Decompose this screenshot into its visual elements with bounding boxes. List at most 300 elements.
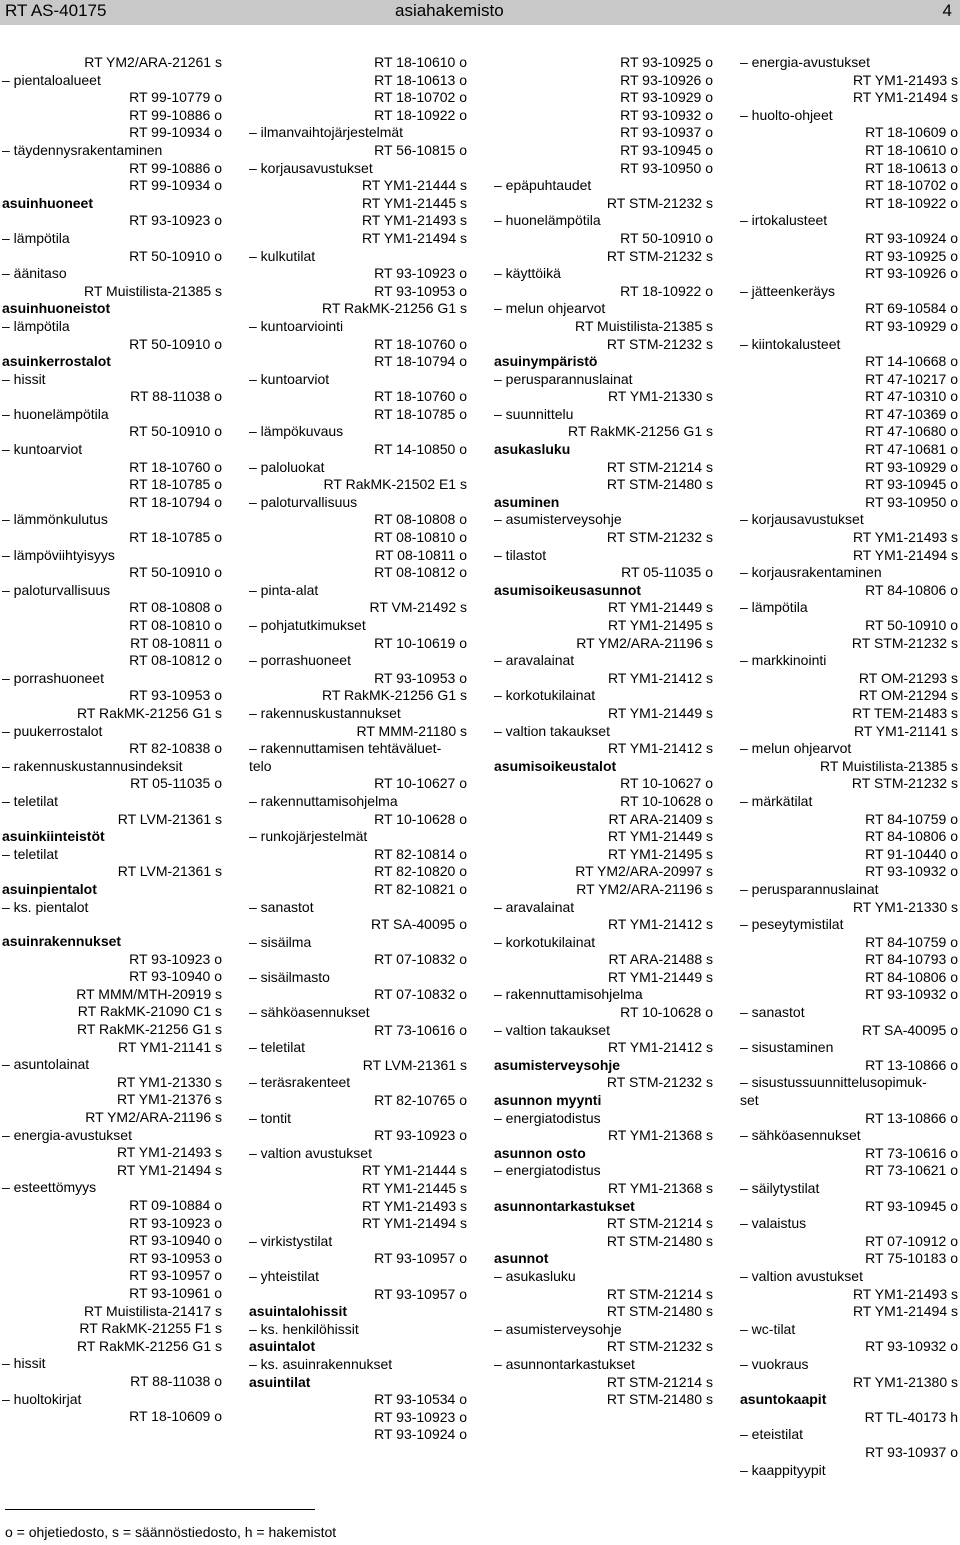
reference-code: RT 84-10806 o — [865, 828, 958, 845]
reference-code: RT 50-10910 o — [865, 617, 958, 633]
reference-code: RT TEM-21483 s — [852, 704, 958, 721]
index-subterm: – paloturvallisuus — [249, 493, 358, 510]
index-subterm: – sanastot — [740, 1004, 805, 1021]
reference-code: RT YM1-21493 s — [361, 1197, 467, 1214]
page-title: asiahakemisto — [395, 1, 504, 20]
reference-code: RT 18-10922 o — [620, 282, 713, 299]
reference-code: RT ARA-21409 s — [608, 810, 713, 827]
index-subterm: – märkätilat — [740, 792, 813, 809]
reference-code: RT SA-40095 o — [862, 1021, 958, 1038]
index-subterm: – aravalainat — [494, 898, 575, 915]
index-subterm: – yhteistilat — [249, 1267, 320, 1284]
index-heading: asuinpientalot — [2, 880, 97, 897]
reference-code: RT MMM-21180 s — [356, 722, 467, 739]
reference-code: RT 84-10806 o — [865, 968, 958, 985]
reference-code: RT 93-10937 o — [620, 124, 713, 141]
index-heading: asuinhuoneistot — [2, 300, 111, 317]
reference-code: RT 56-10815 o — [374, 141, 467, 158]
reference-code: RT 93-10945 o — [865, 476, 958, 493]
reference-code: RT 84-10759 o — [865, 810, 958, 827]
reference-code: RT 73-10621 o — [865, 1162, 958, 1179]
index-subterm: – kuntoarviointi — [249, 317, 344, 334]
reference-code: RT 47-10681 o — [865, 441, 958, 458]
reference-code: RT 93-10925 o — [620, 54, 713, 70]
index-subterm: – paloluokat — [249, 458, 325, 475]
reference-code: RT 93-10932 o — [865, 863, 958, 880]
index-heading: asuinkerrostalot — [2, 353, 111, 370]
reference-code: RT 10-10628 o — [620, 1004, 713, 1021]
reference-code: RT YM1-21141 s — [853, 722, 958, 739]
reference-code: RT 93-10924 o — [374, 1426, 467, 1443]
reference-code: RT 75-10183 o — [865, 1250, 958, 1267]
reference-code: RT 93-10957 o — [374, 1250, 467, 1267]
reference-code: RT RakMK-21255 F1 s — [79, 1320, 222, 1337]
index-subterm: – äänitaso — [2, 265, 67, 282]
reference-code: RT 93-10953 o — [374, 669, 467, 686]
reference-code: RT 50-10910 o — [129, 564, 222, 581]
reference-code: RT MMM/MTH-20919 s — [76, 985, 222, 1002]
index-column-1 — [2, 54, 222, 1426]
reference-code: RT 18-10609 o — [865, 124, 958, 141]
index-heading: asukasluku — [494, 441, 571, 458]
index-subterm: – pohjatutkimukset — [249, 617, 366, 633]
index-heading: asumisterveysohje — [494, 1056, 621, 1073]
reference-code: RT 07-10832 o — [374, 986, 467, 1003]
index-subterm: – huolto-ohjeet — [740, 106, 833, 123]
index-subterm: – sähköasennukset — [249, 1004, 370, 1021]
reference-code: RT Muistilista-21385 s — [575, 317, 713, 334]
reference-code: RT 18-10702 o — [374, 89, 467, 106]
reference-code: RT STM-21214 s — [606, 458, 713, 475]
reference-code: RT 10-10619 o — [374, 634, 467, 651]
reference-code: RT 50-10910 o — [129, 247, 222, 264]
reference-code: RT STM-21232 s — [606, 335, 713, 352]
reference-code: RT YM1-21494 s — [116, 1161, 222, 1178]
reference-code: RT 93-10953 o — [129, 687, 222, 704]
reference-code: RT STM-21232 s — [606, 194, 713, 211]
reference-code: RT 82-10838 o — [129, 740, 222, 757]
reference-code: RT YM1-21494 s — [852, 546, 958, 563]
reference-code: RT 47-10217 o — [865, 370, 958, 387]
reference-code: RT LVM-21361 s — [117, 810, 222, 827]
index-subterm: – huonelämpötila — [494, 212, 601, 229]
reference-code: RT Muistilista-21385 s — [84, 282, 222, 299]
reference-code: RT YM2/ARA-21196 s — [576, 634, 713, 651]
reference-code: RT STM-21232 s — [606, 247, 713, 264]
reference-code: RT 47-10310 o — [865, 388, 958, 405]
reference-code: RT 18-10785 o — [374, 405, 467, 422]
reference-code: RT STM-21214 s — [606, 1215, 713, 1232]
reference-code: RT 93-10932 o — [620, 106, 713, 123]
reference-code: RT 93-10923 o — [374, 265, 467, 282]
reference-code: RT 82-10765 o — [374, 1092, 467, 1109]
spacer — [2, 916, 222, 933]
index-subterm: – ks. pientalot — [2, 898, 89, 915]
reference-code: RT YM1-21493 s — [852, 529, 958, 546]
index-heading: asuintalohissit — [249, 1303, 348, 1320]
index-heading: asunnontarkastukset — [494, 1197, 635, 1214]
reference-code: RT YM2/ARA-21261 s — [84, 54, 222, 70]
index-subterm: – virkistystilat — [249, 1232, 333, 1249]
reference-code: RT 18-10760 o — [374, 335, 467, 352]
reference-code: RT 10-10628 o — [620, 792, 713, 809]
index-subterm: – kuntoarviot — [2, 441, 83, 458]
reference-code: RT STM-21232 s — [851, 634, 958, 651]
index-subterm: – sisustaminen — [740, 1039, 834, 1056]
index-subterm: – huoltokirjat — [2, 1390, 82, 1407]
reference-code: RT STM-21480 s — [606, 476, 713, 493]
reference-code: RT YM1-21449 s — [607, 828, 713, 845]
index-subterm: – käyttöikä — [494, 265, 561, 282]
index-subterm: – eteistilat — [740, 1426, 804, 1443]
index-subterm: – sisäilmasto — [249, 968, 330, 985]
index-subterm: telo — [249, 757, 272, 774]
reference-code: RT 18-10785 o — [129, 529, 222, 546]
reference-code: RT 18-10922 o — [865, 194, 958, 211]
index-subterm: – valtion takaukset — [494, 1021, 610, 1038]
reference-code: RT YM1-21493 s — [852, 1285, 958, 1302]
reference-code: RT LVM-21361 s — [362, 1056, 467, 1073]
index-subterm: – korjausavustukset — [249, 159, 373, 176]
index-subterm: – lämpötila — [2, 317, 70, 334]
index-subterm: – puukerrostalot — [2, 722, 103, 739]
index-subterm: – valtion avustukset — [249, 1144, 372, 1161]
reference-code: RT 08-10808 o — [129, 599, 222, 616]
reference-code: RT Muistilista-21417 s — [84, 1302, 222, 1319]
index-subterm: – tontit — [249, 1109, 292, 1126]
reference-code: RT 99-10934 o — [129, 177, 222, 194]
reference-code: RT RakMK-21256 G1 s — [77, 704, 222, 721]
reference-code: RT 99-10886 o — [129, 106, 222, 123]
reference-code: RT 93-10953 o — [129, 1249, 222, 1266]
index-heading: asumisoikeustalot — [494, 757, 617, 774]
reference-code: RT 50-10910 o — [620, 229, 713, 246]
index-subterm: – asukasluku — [494, 1267, 576, 1284]
reference-code: RT YM1-21412 s — [607, 669, 713, 686]
index-subterm: – asumisterveysohje — [494, 1320, 622, 1337]
reference-code: RT 82-10821 o — [374, 880, 467, 897]
index-heading: asunnot — [494, 1250, 549, 1267]
index-subterm: – ks. henkilöhissit — [249, 1320, 359, 1337]
reference-code: RT 10-10627 o — [374, 775, 467, 792]
reference-code: RT STM-21232 s — [851, 775, 958, 792]
reference-code: RT 47-10369 o — [865, 405, 958, 422]
index-subterm: – jätteenkeräys — [740, 282, 835, 299]
reference-code: RT 93-10940 o — [129, 968, 222, 985]
index-heading: asunnon osto — [494, 1144, 586, 1161]
index-subterm: – valaistus — [740, 1215, 807, 1232]
reference-code: RT YM1-21495 s — [607, 845, 713, 862]
index-subterm: – irtokalusteet — [740, 212, 828, 229]
index-subterm: – sisustussuunnittelusopimuk- — [740, 1074, 927, 1091]
reference-code: RT 84-10806 o — [865, 581, 958, 598]
reference-code: RT 07-10832 o — [374, 951, 467, 968]
reference-code: RT YM1-21376 s — [116, 1091, 222, 1108]
reference-code: RT YM1-21444 s — [361, 1162, 467, 1179]
index-subterm: – hissit — [2, 1355, 46, 1372]
index-subterm: – valtion avustukset — [740, 1267, 863, 1284]
reference-code: RT 18-10613 o — [865, 159, 958, 176]
index-subterm: – korjausrakentaminen — [740, 564, 882, 581]
index-subterm: set — [740, 1092, 759, 1109]
reference-code: RT 93-10923 o — [129, 950, 222, 967]
index-subterm: – melun ohjearvot — [494, 300, 606, 317]
reference-code: RT YM1-21494 s — [361, 229, 467, 246]
reference-code: RT 08-10811 o — [130, 634, 222, 651]
reference-code: RT YM1-21445 s — [361, 1180, 467, 1196]
reference-code: RT 93-10923 o — [129, 212, 222, 229]
reference-code: RT OM-21293 s — [858, 669, 958, 686]
index-subterm: – energia-avustukset — [2, 1126, 132, 1143]
reference-code: RT YM1-21380 s — [852, 1373, 958, 1390]
index-heading: asuinrakennukset — [2, 933, 122, 950]
reference-code: RT LVM-21361 s — [117, 863, 222, 880]
reference-code: RT 47-10680 o — [865, 423, 958, 440]
reference-code: RT YM1-21412 s — [607, 916, 713, 933]
index-subterm: – hissit — [2, 370, 46, 387]
reference-code: RT TL-40173 h — [864, 1408, 958, 1425]
page-header — [0, 0, 960, 25]
reference-code: RT 18-10760 o — [129, 458, 222, 475]
reference-code: RT 84-10793 o — [865, 951, 958, 968]
index-subterm: – kaappityypit — [740, 1461, 826, 1478]
reference-code: RT RakMK-21256 G1 s — [77, 1337, 222, 1354]
index-heading: asuinkiinteistöt — [2, 828, 105, 845]
reference-code: RT 93-10950 o — [865, 493, 958, 510]
index-subterm: – teletilat — [2, 845, 59, 862]
index-subterm: – pientaloalueet — [2, 71, 101, 88]
index-subterm: – energiatodistus — [494, 1109, 601, 1126]
reference-code: RT 99-10886 o — [129, 159, 222, 176]
reference-code: RT YM1-21449 s — [607, 599, 713, 616]
index-subterm: – runkojärjestelmät — [249, 828, 368, 845]
reference-code: RT YM1-21141 s — [117, 1038, 222, 1055]
index-subterm: – paloturvallisuus — [2, 581, 111, 598]
reference-code: RT 84-10759 o — [865, 933, 958, 950]
reference-code: RT 93-10950 o — [620, 159, 713, 176]
reference-code: RT 93-10961 o — [129, 1284, 222, 1301]
index-subterm: – lämpötila — [740, 599, 808, 616]
index-subterm: – asuntolainat — [2, 1056, 90, 1073]
reference-code: RT 14-10850 o — [374, 441, 467, 458]
reference-code: RT 08-10810 o — [129, 617, 222, 633]
index-subterm: – asunnontarkastukset — [494, 1355, 635, 1372]
reference-code: RT 08-10812 o — [129, 652, 222, 669]
index-heading: asuminen — [494, 493, 560, 510]
reference-code: RT 18-10760 o — [374, 388, 467, 405]
reference-code: RT 93-10923 o — [374, 1408, 467, 1425]
footnote-rule — [5, 1509, 315, 1510]
index-subterm: – korjausavustukset — [740, 511, 864, 528]
index-subterm: – lämpötila — [2, 229, 70, 246]
reference-code: RT 18-10794 o — [129, 493, 222, 510]
reference-code: RT OM-21294 s — [858, 687, 958, 704]
reference-code: RT 18-10613 o — [374, 71, 467, 88]
index-subterm: – asumisterveysohje — [494, 511, 622, 528]
reference-code: RT 18-10702 o — [865, 177, 958, 194]
reference-code: RT 88-11038 o — [130, 388, 222, 405]
reference-code: RT YM1-21445 s — [361, 194, 467, 211]
index-subterm: – suunnittelu — [494, 405, 574, 422]
index-subterm: – huonelämpötila — [2, 405, 109, 422]
index-subterm: – esteettömyys — [2, 1179, 97, 1196]
reference-code: RT VM-21492 s — [369, 599, 467, 616]
reference-code: RT 93-10932 o — [865, 986, 958, 1003]
reference-code: RT 93-10926 o — [620, 71, 713, 88]
reference-code: RT YM1-21494 s — [361, 1215, 467, 1232]
reference-code: RT YM2/ARA-20997 s — [575, 863, 713, 880]
index-subterm: – kiintokalusteet — [740, 335, 841, 352]
index-subterm: – pinta-alat — [249, 581, 319, 598]
index-column-3 — [494, 54, 713, 1409]
index-subterm: – markkinointi — [740, 652, 827, 669]
index-subterm: – perusparannuslainat — [740, 880, 879, 897]
index-subterm: – porrashuoneet — [2, 669, 104, 686]
reference-code: RT 50-10910 o — [129, 423, 222, 440]
index-subterm: – ks. asuinrakennukset — [249, 1355, 393, 1372]
index-subterm: – rakennuttamisohjelma — [494, 986, 643, 1003]
reference-code: RT 88-11038 o — [130, 1372, 222, 1389]
index-subterm: – rakennuttamisen tehtäväluet- — [249, 740, 442, 757]
index-heading: asuinympäristö — [494, 353, 598, 370]
reference-code: RT 93-10945 o — [865, 1197, 958, 1214]
reference-code: RT 18-10785 o — [129, 476, 222, 493]
reference-code: RT 73-10616 o — [374, 1021, 467, 1038]
reference-code: RT STM-21214 s — [606, 1285, 713, 1302]
reference-code: RT STM-21214 s — [606, 1373, 713, 1390]
reference-code: RT YM1-21368 s — [607, 1127, 713, 1144]
reference-code: RT 82-10814 o — [374, 845, 467, 862]
reference-code: RT 73-10616 o — [865, 1144, 958, 1161]
reference-code: RT RakMK-21090 C1 s — [77, 1003, 222, 1020]
reference-code: RT YM1-21330 s — [852, 898, 958, 915]
reference-code: RT 91-10440 o — [865, 845, 958, 862]
index-subterm: – täydennysrakentaminen — [2, 141, 163, 158]
reference-code: RT 10-10627 o — [620, 775, 713, 792]
reference-code: RT RakMK-21256 G1 s — [322, 300, 467, 317]
reference-code: RT 93-10923 o — [374, 1127, 467, 1144]
index-subterm: – sanastot — [249, 898, 314, 915]
reference-code: RT YM1-21494 s — [852, 89, 958, 106]
reference-code: RT 08-10808 o — [374, 511, 467, 528]
index-subterm: – energiatodistus — [494, 1162, 601, 1179]
index-subterm: – porrashuoneet — [249, 652, 351, 669]
index-subterm: – rakennuttamisohjelma — [249, 792, 398, 809]
page-number: 4 — [942, 1, 952, 20]
index-subterm: – tilastot — [494, 546, 547, 563]
reference-code: RT 09-10884 o — [129, 1197, 222, 1213]
reference-code: RT 13-10866 o — [865, 1056, 958, 1073]
reference-code: RT STM-21232 s — [606, 1074, 713, 1091]
reference-code: RT 07-10912 o — [865, 1232, 958, 1249]
reference-code: RT 18-10610 o — [865, 141, 958, 158]
index-subterm: – melun ohjearvot — [740, 740, 852, 757]
reference-code: RT YM1-21449 s — [607, 704, 713, 721]
index-subterm: – energia-avustukset — [740, 54, 870, 70]
index-subterm: – teräsrakenteet — [249, 1074, 351, 1091]
index-subterm: – lämmönkulutus — [2, 511, 108, 528]
reference-code: RT 93-10937 o — [865, 1443, 958, 1460]
reference-code: RT RakMK-21256 G1 s — [322, 687, 467, 704]
index-column-4 — [740, 54, 958, 1479]
reference-code: RT 93-10924 o — [865, 229, 958, 246]
index-subterm: – perusparannuslainat — [494, 370, 633, 387]
reference-code: RT 08-10812 o — [374, 564, 467, 581]
index-subterm: – korkotukilainat — [494, 687, 596, 704]
index-subterm: – kulkutilat — [249, 247, 316, 264]
reference-code: RT YM2/ARA-21196 s — [85, 1109, 222, 1126]
index-subterm: – kuntoarviot — [249, 370, 330, 387]
reference-code: RT YM1-21368 s — [607, 1180, 713, 1196]
reference-code: RT 93-10929 o — [865, 458, 958, 475]
index-subterm: – sisäilma — [249, 933, 312, 950]
reference-code: RT 50-10910 o — [129, 335, 222, 352]
index-heading: asuintilat — [249, 1373, 311, 1390]
reference-code: RT STM-21480 s — [606, 1303, 713, 1320]
index-subterm: – sähköasennukset — [740, 1127, 861, 1144]
reference-code: RT STM-21480 s — [606, 1232, 713, 1249]
reference-code: RT 93-10932 o — [865, 1338, 958, 1355]
index-column-2 — [249, 54, 467, 1444]
reference-code: RT 93-10945 o — [620, 141, 713, 158]
index-subterm: – peseytymistilat — [740, 916, 844, 933]
index-subterm: – lämpökuvaus — [249, 423, 344, 440]
reference-code: RT 05-11035 o — [621, 564, 713, 581]
reference-code: RT 93-10534 o — [374, 1391, 467, 1408]
reference-code: RT YM1-21493 s — [852, 71, 958, 88]
reference-code: RT 93-10940 o — [129, 1232, 222, 1249]
index-subterm: – korkotukilainat — [494, 933, 596, 950]
reference-code: RT YM1-21444 s — [361, 177, 467, 194]
reference-code: RT YM1-21330 s — [116, 1073, 222, 1090]
index-subterm: – aravalainat — [494, 652, 575, 669]
reference-code: RT 08-10810 o — [374, 529, 467, 546]
reference-code: RT 93-10926 o — [865, 265, 958, 282]
index-subterm: – ilmanvaihtojärjestelmät — [249, 124, 404, 141]
reference-code: RT ARA-21488 s — [608, 951, 713, 968]
reference-code: RT YM1-21495 s — [607, 617, 713, 633]
reference-code: RT 18-10609 o — [129, 1408, 222, 1425]
reference-code: RT 18-10610 o — [374, 54, 467, 70]
reference-code: RT 93-10957 o — [374, 1285, 467, 1302]
index-subterm: – teletilat — [2, 792, 59, 809]
reference-code: RT 93-10929 o — [865, 317, 958, 334]
index-subterm: – säilytystilat — [740, 1180, 820, 1196]
reference-code: RT 18-10922 o — [374, 106, 467, 123]
reference-code: RT 99-10779 o — [129, 89, 222, 106]
reference-code: RT 10-10628 o — [374, 810, 467, 827]
footnote: o = ohjetiedosto, s = säännöstiedosto, h = hakemistot — [5, 1524, 337, 1540]
reference-code: RT YM1-21330 s — [607, 388, 713, 405]
reference-code: RT 93-10957 o — [129, 1267, 222, 1284]
reference-code: RT 18-10794 o — [374, 353, 467, 370]
reference-code: RT 69-10584 o — [865, 300, 958, 317]
index-subterm: – rakennuskustannukset — [249, 704, 401, 721]
reference-code: RT 13-10866 o — [865, 1109, 958, 1126]
reference-code: RT STM-21480 s — [606, 1391, 713, 1408]
reference-code: RT 99-10934 o — [129, 124, 222, 141]
reference-code: RT YM1-21449 s — [607, 968, 713, 985]
reference-code: RT 93-10929 o — [620, 89, 713, 106]
reference-code: RT YM2/ARA-21196 s — [576, 880, 713, 897]
index-subterm: – epäpuhtaudet — [494, 177, 592, 194]
index-subterm: – valtion takaukset — [494, 722, 610, 739]
reference-code: RT 08-10811 o — [375, 546, 467, 563]
reference-code: RT RakMK-21256 G1 s — [568, 423, 713, 440]
document-code: RT AS-40175 — [5, 1, 107, 20]
index-heading: asuntokaapit — [740, 1391, 827, 1408]
reference-code: RT YM1-21493 s — [116, 1144, 222, 1161]
